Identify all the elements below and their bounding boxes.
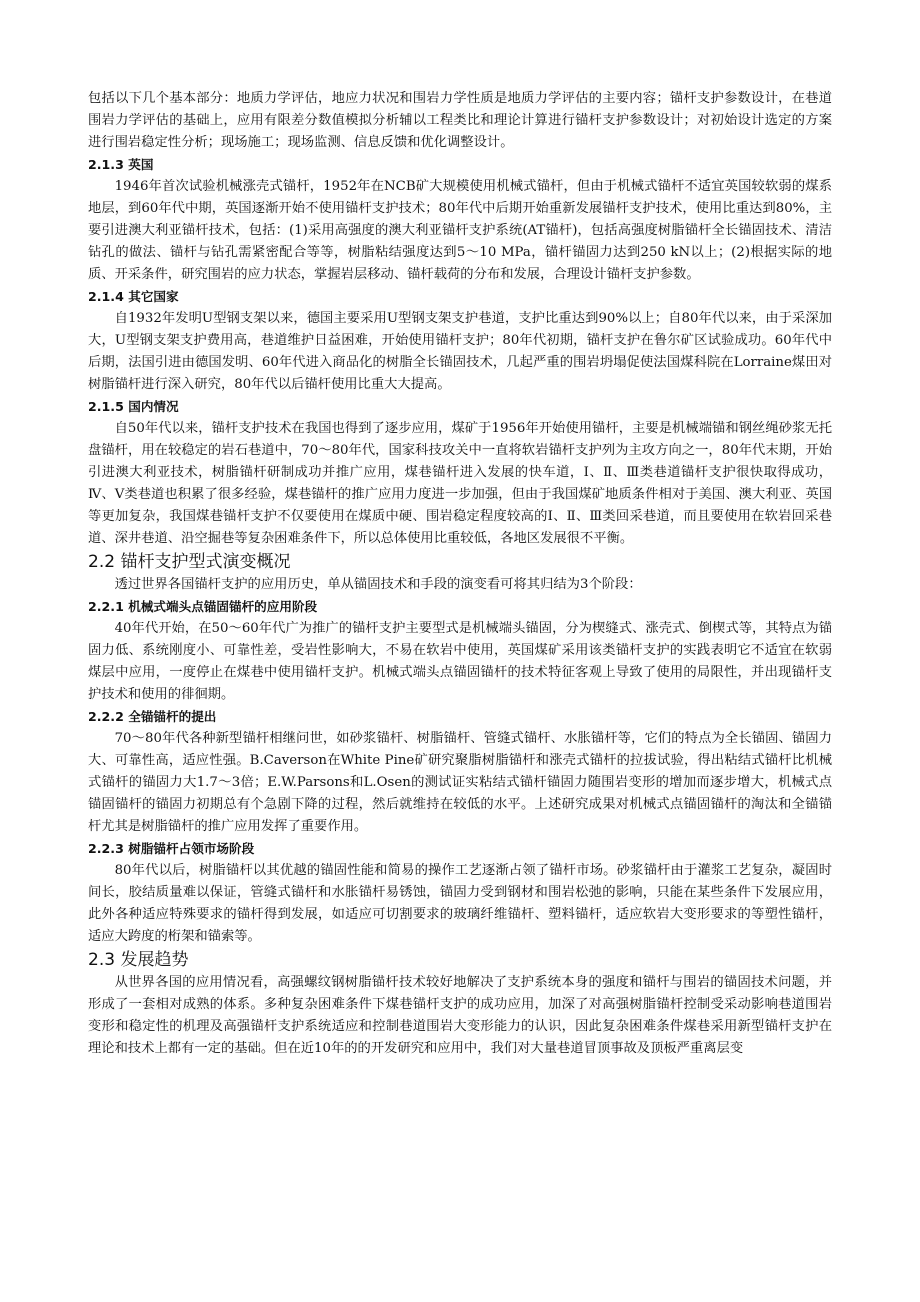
- paragraph: 40年代开始，在50～60年代广为推广的锚杆支护主要型式是机械端头锚固，分为楔缝式、涨壳式、倒楔式等，其特点为锚固力低、系统刚度小、可靠性差，受岩性影响大，不易在软岩中使用，英国煤矿采用该类锚杆支护的实践表明它不适宜在软弱煤层中应用，一度停止在煤巷中使用锚杆支护。机械式端头点锚固锚杆的技术特征客观上导致了使用的局限性，并出现锚杆支护技术和使用的徘徊期。: [88, 621, 832, 702]
- section-heading: 2.3 发展趋势: [88, 950, 189, 970]
- paragraph: 自1932年发明U型钢支架以来，德国主要采用U型钢支架支护巷道，支护比重达到90%以上；自80年代以来，由于采深加大，U型钢支架支护费用高，巷道维护日益困难，开始使用锚杆支护；80年代初期，锚杆支护在鲁尔矿区试验成功。60年代中后期，法国引进由德国发明、60年代进入商品化的树脂全长锚固技术，几起严重的围岩坍塌促使法国煤科院在Lorraine煤田对树脂锚杆进行深入研究，80年代以后锚杆使用比重大大提高。: [88, 311, 832, 392]
- paragraph: 自50年代以来，锚杆支护技术在我国也得到了逐步应用，煤矿于1956年开始使用锚杆，主要是机械端锚和钢丝绳砂浆无托盘锚杆，用在较稳定的岩石巷道中，70～80年代，国家科技攻关中一直将软岩锚杆支护列为主攻方向之一，80年代末期，开始引进澳大利亚技术，树脂锚杆研制成功并推广应用，煤巷锚杆进入发展的快车道，Ⅰ、Ⅱ、Ⅲ类巷道锚杆支护很快取得成功，Ⅳ、Ⅴ类巷道也积累了很多经验，煤巷锚杆的推广应用力度进一步加强，但由于我国煤矿地质条件相对于美国、澳大利亚、英国等更加复杂，我国煤巷锚杆支护不仅要使用在煤质中硬、围岩稳定程度较高的Ⅰ、Ⅱ、Ⅲ类回采巷道，而且要使用在软岩回采巷道、深井巷道、沿空掘巷等复杂困难条件下，所以总体使用比重较低，各地区发展很不平衡。: [88, 421, 832, 546]
- paragraph: 80年代以后，树脂锚杆以其优越的锚固性能和简易的操作工艺逐渐占领了锚杆市场。砂浆锚杆由于灌浆工艺复杂，凝固时间长，胶结质量难以保证，管缝式锚杆和水胀锚杆易锈蚀，锚固力受到钢材和围岩松弛的影响，只能在某些条件下发展应用，此外各种适应特殊要求的锚杆得到发展，如适应可切割要求的玻璃纤维锚杆、塑料锚杆，适应软岩大变形要求的等塑性锚杆，适应大跨度的桁架和锚索等。: [88, 863, 832, 944]
- subsection-heading: 2.2.3 树脂锚杆占领市场阶段: [88, 841, 255, 856]
- paragraph: 透过世界各国锚杆支护的应用历史，单从锚固技术和手段的演变看可将其归结为3个阶段：: [114, 577, 642, 592]
- subsection-heading: 2.1.3 英国: [88, 157, 154, 172]
- section-heading: 2.2 锚杆支护型式演变概况: [88, 552, 291, 572]
- subsection-heading: 2.1.4 其它国家: [88, 289, 179, 304]
- paragraph: 70～80年代各种新型锚杆相继问世，如砂浆锚杆、树脂锚杆、管缝式锚杆、水胀锚杆等，它们的特点为全长锚固、锚固力大、可靠性高，适应性强。B.Caverson在White Pine矿研究聚脂树脂锚杆和涨壳式锚杆的拉拔试验，得出粘结式锚杆比机械式锚杆的锚固力大1.7～3倍；E.W.Parsons和L.Osen的测试证实粘结式锚杆锚固力随围岩变形的增加而逐步增大，机械式点锚固锚杆的锚固力初期总有个急剧下降的过程，然后就维持在较低的水平。上述研究成果对机械式点锚固锚杆的淘汰和全锚锚杆尤其是树脂锚杆的推广应用发挥了重要作用。: [88, 731, 832, 834]
- subsection-heading: 2.2.2 全锚锚杆的提出: [88, 709, 217, 724]
- paragraph: 1946年首次试验机械涨壳式锚杆，1952年在NCB矿大规模使用机械式锚杆，但由于机械式锚杆不适宜英国较软弱的煤系地层，到60年代中期，英国逐渐开始不使用锚杆支护技术；80年代中后期开始重新发展锚杆支护技术，使用比重达到80%，主要引进澳大利亚锚杆技术，包括：(1)采用高强度的澳大利亚锚杆支护系统(AT锚杆)，包括高强度树脂锚杆全长锚固技术、清洁钻孔的做法、锚杆与钻孔需紧密配合等等，树脂粘结强度达到5～10 MPa，锚杆锚固力达到250 kN以上；(2)根据实际的地质、开采条件，研究围岩的应力状态，掌握岩层移动、锚杆载荷的分布和发展，合理设计锚杆支护参数。: [88, 179, 832, 282]
- paragraph: 从世界各国的应用情况看，高强螺纹钢树脂锚杆技术较好地解决了支护系统本身的强度和锚杆与围岩的锚固技术问题，并形成了一套相对成熟的体系。多种复杂困难条件下煤巷锚杆支护的成功应用，加深了对高强树脂锚杆控制受采动影响巷道围岩变形和稳定性的机理及高强锚杆支护系统适应和控制巷道围岩大变形能力的认识，因此复杂困难条件煤巷采用新型锚杆支护在理论和技术上都有一定的基础。但在近10年的的开发研究和应用中，我们对大量巷道冒顶事故及顶板严重离层变: [88, 975, 832, 1056]
- document-page: [88, 88, 832, 1060]
- subsection-heading: 2.2.1 机械式端头点锚固锚杆的应用阶段: [88, 599, 318, 614]
- subsection-heading: 2.1.5 国内情况: [88, 399, 179, 414]
- paragraph: 包括以下几个基本部分：地质力学评估，地应力状况和围岩力学性质是地质力学评估的主要内容；锚杆支护参数设计，在巷道围岩力学评估的基础上，应用有限差分数值模拟分析辅以工程类比和理论计算进行锚杆支护参数设计；对初始设计选定的方案进行围岩稳定性分析；现场施工；现场监测、信息反馈和优化调整设计。: [88, 91, 832, 150]
